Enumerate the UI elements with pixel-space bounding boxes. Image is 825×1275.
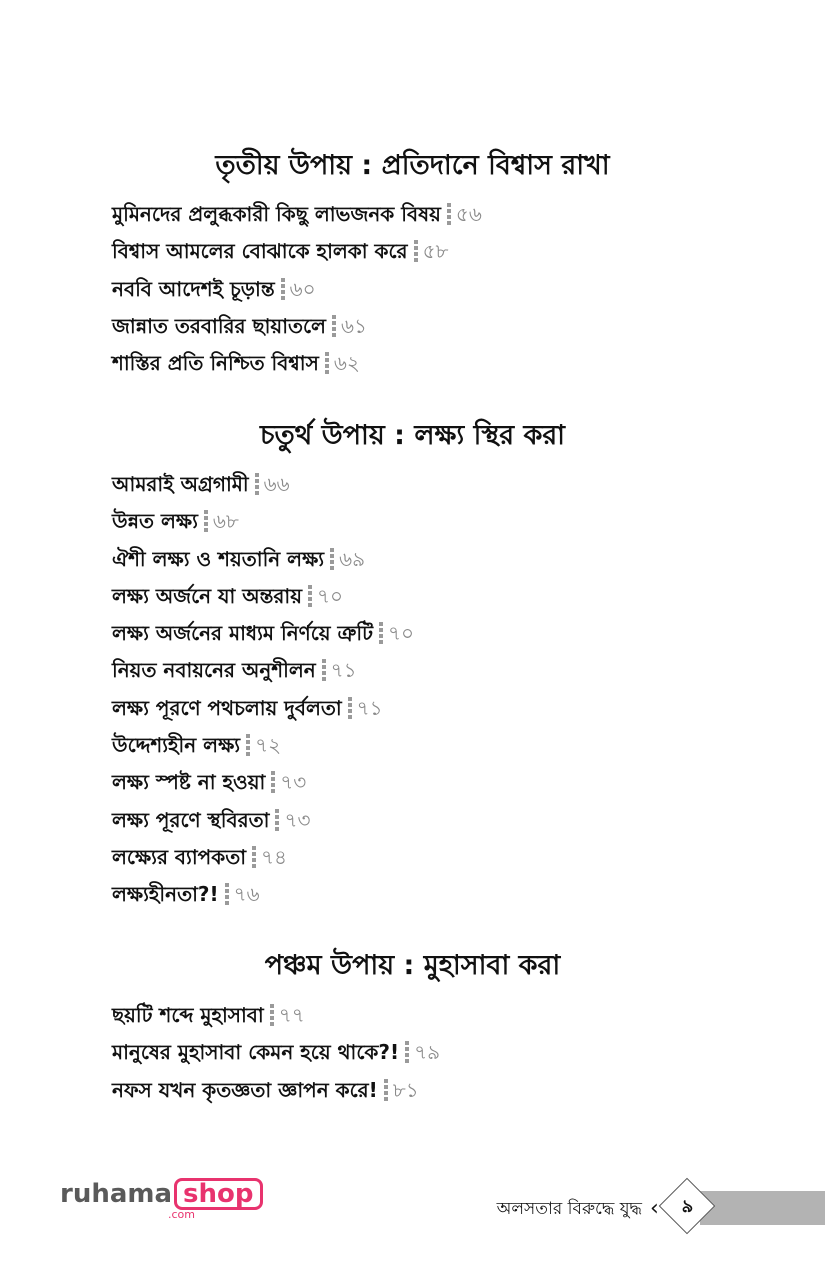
- dotted-separator-icon: [270, 1004, 274, 1026]
- entry-title: লক্ষ্যের ব্যাপকতা: [112, 844, 247, 869]
- page-number: ৭০: [388, 621, 415, 646]
- toc-entry[interactable]: [112, 876, 414, 913]
- entry-title: নিয়ত নবায়নের অনুশীলন: [112, 658, 316, 683]
- ruhama-shop-logo[interactable]: [60, 1178, 263, 1221]
- logo-shop-badge: shop: [174, 1178, 262, 1210]
- toc-entry[interactable]: [112, 615, 414, 652]
- dotted-separator-icon: [322, 659, 326, 681]
- dotted-separator-icon: [281, 278, 285, 300]
- entry-title: ঐশী লক্ষ্য ও শয়তানি লক্ষ্য: [112, 546, 325, 571]
- toc-entry[interactable]: [112, 503, 414, 540]
- toc-entry[interactable]: [112, 1034, 440, 1071]
- dotted-separator-icon: [255, 473, 259, 495]
- dotted-separator-icon: [348, 697, 352, 719]
- footer-bar: [700, 1191, 825, 1225]
- entry-title: উদ্দেশ্যহীন লক্ষ্য: [112, 733, 241, 758]
- section-title-5: পঞ্চম উপায় : মুহাসাবা করা: [264, 950, 561, 981]
- entry-title: ছয়টি শব্দে মুহাসাবা: [112, 1003, 264, 1027]
- footer-page-number: ৯: [681, 1196, 694, 1217]
- page-number: ৬০: [289, 276, 316, 301]
- page-number: ৮১: [392, 1077, 419, 1102]
- page-number: ৬৬: [263, 472, 290, 496]
- dotted-separator-icon: [405, 1041, 409, 1063]
- dotted-separator-icon: [414, 240, 418, 262]
- page-number: ৬৮: [212, 509, 239, 534]
- chevron-left-icon: ‹: [650, 1196, 659, 1221]
- page-number: ৬৯: [339, 546, 366, 571]
- dotted-separator-icon: [325, 352, 329, 374]
- entry-title: লক্ষ্য পূরণে স্থবিরতা: [112, 807, 270, 832]
- entry-title: মানুষের মুহাসাবা কেমন হয়ে থাকে?!: [112, 1040, 400, 1065]
- dotted-separator-icon: [204, 510, 208, 532]
- page-number: ৫৮: [422, 239, 449, 264]
- entry-title: লক্ষ্য অর্জনের মাধ্যম নির্ণয়ে ত্রুটি: [112, 621, 374, 646]
- toc-entry[interactable]: [112, 764, 414, 801]
- page-number: ৭০: [317, 583, 344, 608]
- page-number: ৭১: [356, 695, 383, 720]
- toc-entry[interactable]: [112, 233, 482, 270]
- toc-entry[interactable]: [112, 690, 414, 727]
- entry-title: উন্নত লক্ষ্য: [112, 509, 198, 534]
- page-number: ৭৩: [280, 770, 307, 795]
- page-number: ৭৬: [233, 882, 260, 907]
- entry-title: আমরাই অগ্রগামী: [112, 472, 249, 496]
- entry-title: লক্ষ্যহীনতা?!: [112, 882, 219, 907]
- toc-list-5: [112, 997, 440, 1109]
- toc-entry[interactable]: [112, 652, 414, 689]
- logo-domain-suffix: .com: [168, 1208, 195, 1221]
- toc-entry[interactable]: [112, 541, 414, 578]
- entry-title: লক্ষ্য পূরণে পথচলায় দুর্বলতা: [112, 695, 342, 720]
- toc-entry[interactable]: [112, 839, 414, 876]
- entry-title: নববি আদেশই চূড়ান্ত: [112, 276, 275, 301]
- section-title-4: চতুর্থ উপায় : লক্ষ্য স্থির করা: [259, 420, 566, 451]
- page-number: ৫৬: [455, 202, 482, 226]
- dotted-separator-icon: [246, 734, 250, 756]
- page-number: ৭৩: [284, 807, 311, 832]
- toc-entry[interactable]: [112, 196, 482, 233]
- dotted-separator-icon: [252, 846, 256, 868]
- entry-title: জান্নাত তরবারির ছায়াতলে: [112, 313, 326, 338]
- entry-title: বিশ্বাস আমলের বোঝাকে হালকা করে: [112, 239, 408, 264]
- entry-title: শাস্তির প্রতি নিশ্চিত বিশ্বাস: [112, 351, 319, 376]
- toc-entry[interactable]: [112, 271, 482, 308]
- dotted-separator-icon: [308, 585, 312, 607]
- page-number: ৭১: [330, 658, 357, 683]
- toc-entry[interactable]: [112, 345, 482, 382]
- toc-entry[interactable]: [112, 997, 440, 1034]
- toc-entry[interactable]: [112, 308, 482, 345]
- dotted-separator-icon: [332, 315, 336, 337]
- logo-brand-text: ruhama: [60, 1179, 173, 1209]
- dotted-separator-icon: [275, 809, 279, 831]
- dotted-separator-icon: [447, 203, 451, 225]
- footer-book-title: অলসতার বিরুদ্ধে যুদ্ধ: [496, 1199, 642, 1219]
- page-number: ৬১: [340, 313, 367, 338]
- page-number: ৭৭: [278, 1003, 305, 1027]
- toc-list-3: [112, 196, 482, 382]
- toc-entry[interactable]: [112, 466, 414, 503]
- entry-title: নফস যখন কৃতজ্ঞতা জ্ঞাপন করে!: [112, 1077, 378, 1102]
- dotted-separator-icon: [379, 622, 383, 644]
- dotted-separator-icon: [330, 548, 334, 570]
- toc-entry[interactable]: [112, 727, 414, 764]
- entry-title: মুমিনদের প্রলুব্ধকারী কিছু লাভজনক বিষয়: [112, 202, 441, 226]
- entry-title: লক্ষ্য স্পষ্ট না হওয়া: [112, 770, 266, 795]
- page-number: ৭৯: [414, 1040, 441, 1065]
- page-number: ৭৪: [261, 844, 287, 869]
- toc-entry[interactable]: [112, 578, 414, 615]
- dotted-separator-icon: [384, 1079, 388, 1101]
- dotted-separator-icon: [271, 771, 275, 793]
- page-number: ৭২: [255, 733, 282, 758]
- toc-entry[interactable]: [112, 1072, 440, 1109]
- entry-title: লক্ষ্য অর্জনে যা অন্তরায়: [112, 583, 302, 608]
- dotted-separator-icon: [225, 883, 229, 905]
- section-title-3: তৃতীয় উপায় : প্রতিদানে বিশ্বাস রাখা: [215, 150, 610, 181]
- page-number: ৬২: [333, 351, 360, 376]
- toc-entry[interactable]: [112, 802, 414, 839]
- toc-list-4: [112, 466, 414, 914]
